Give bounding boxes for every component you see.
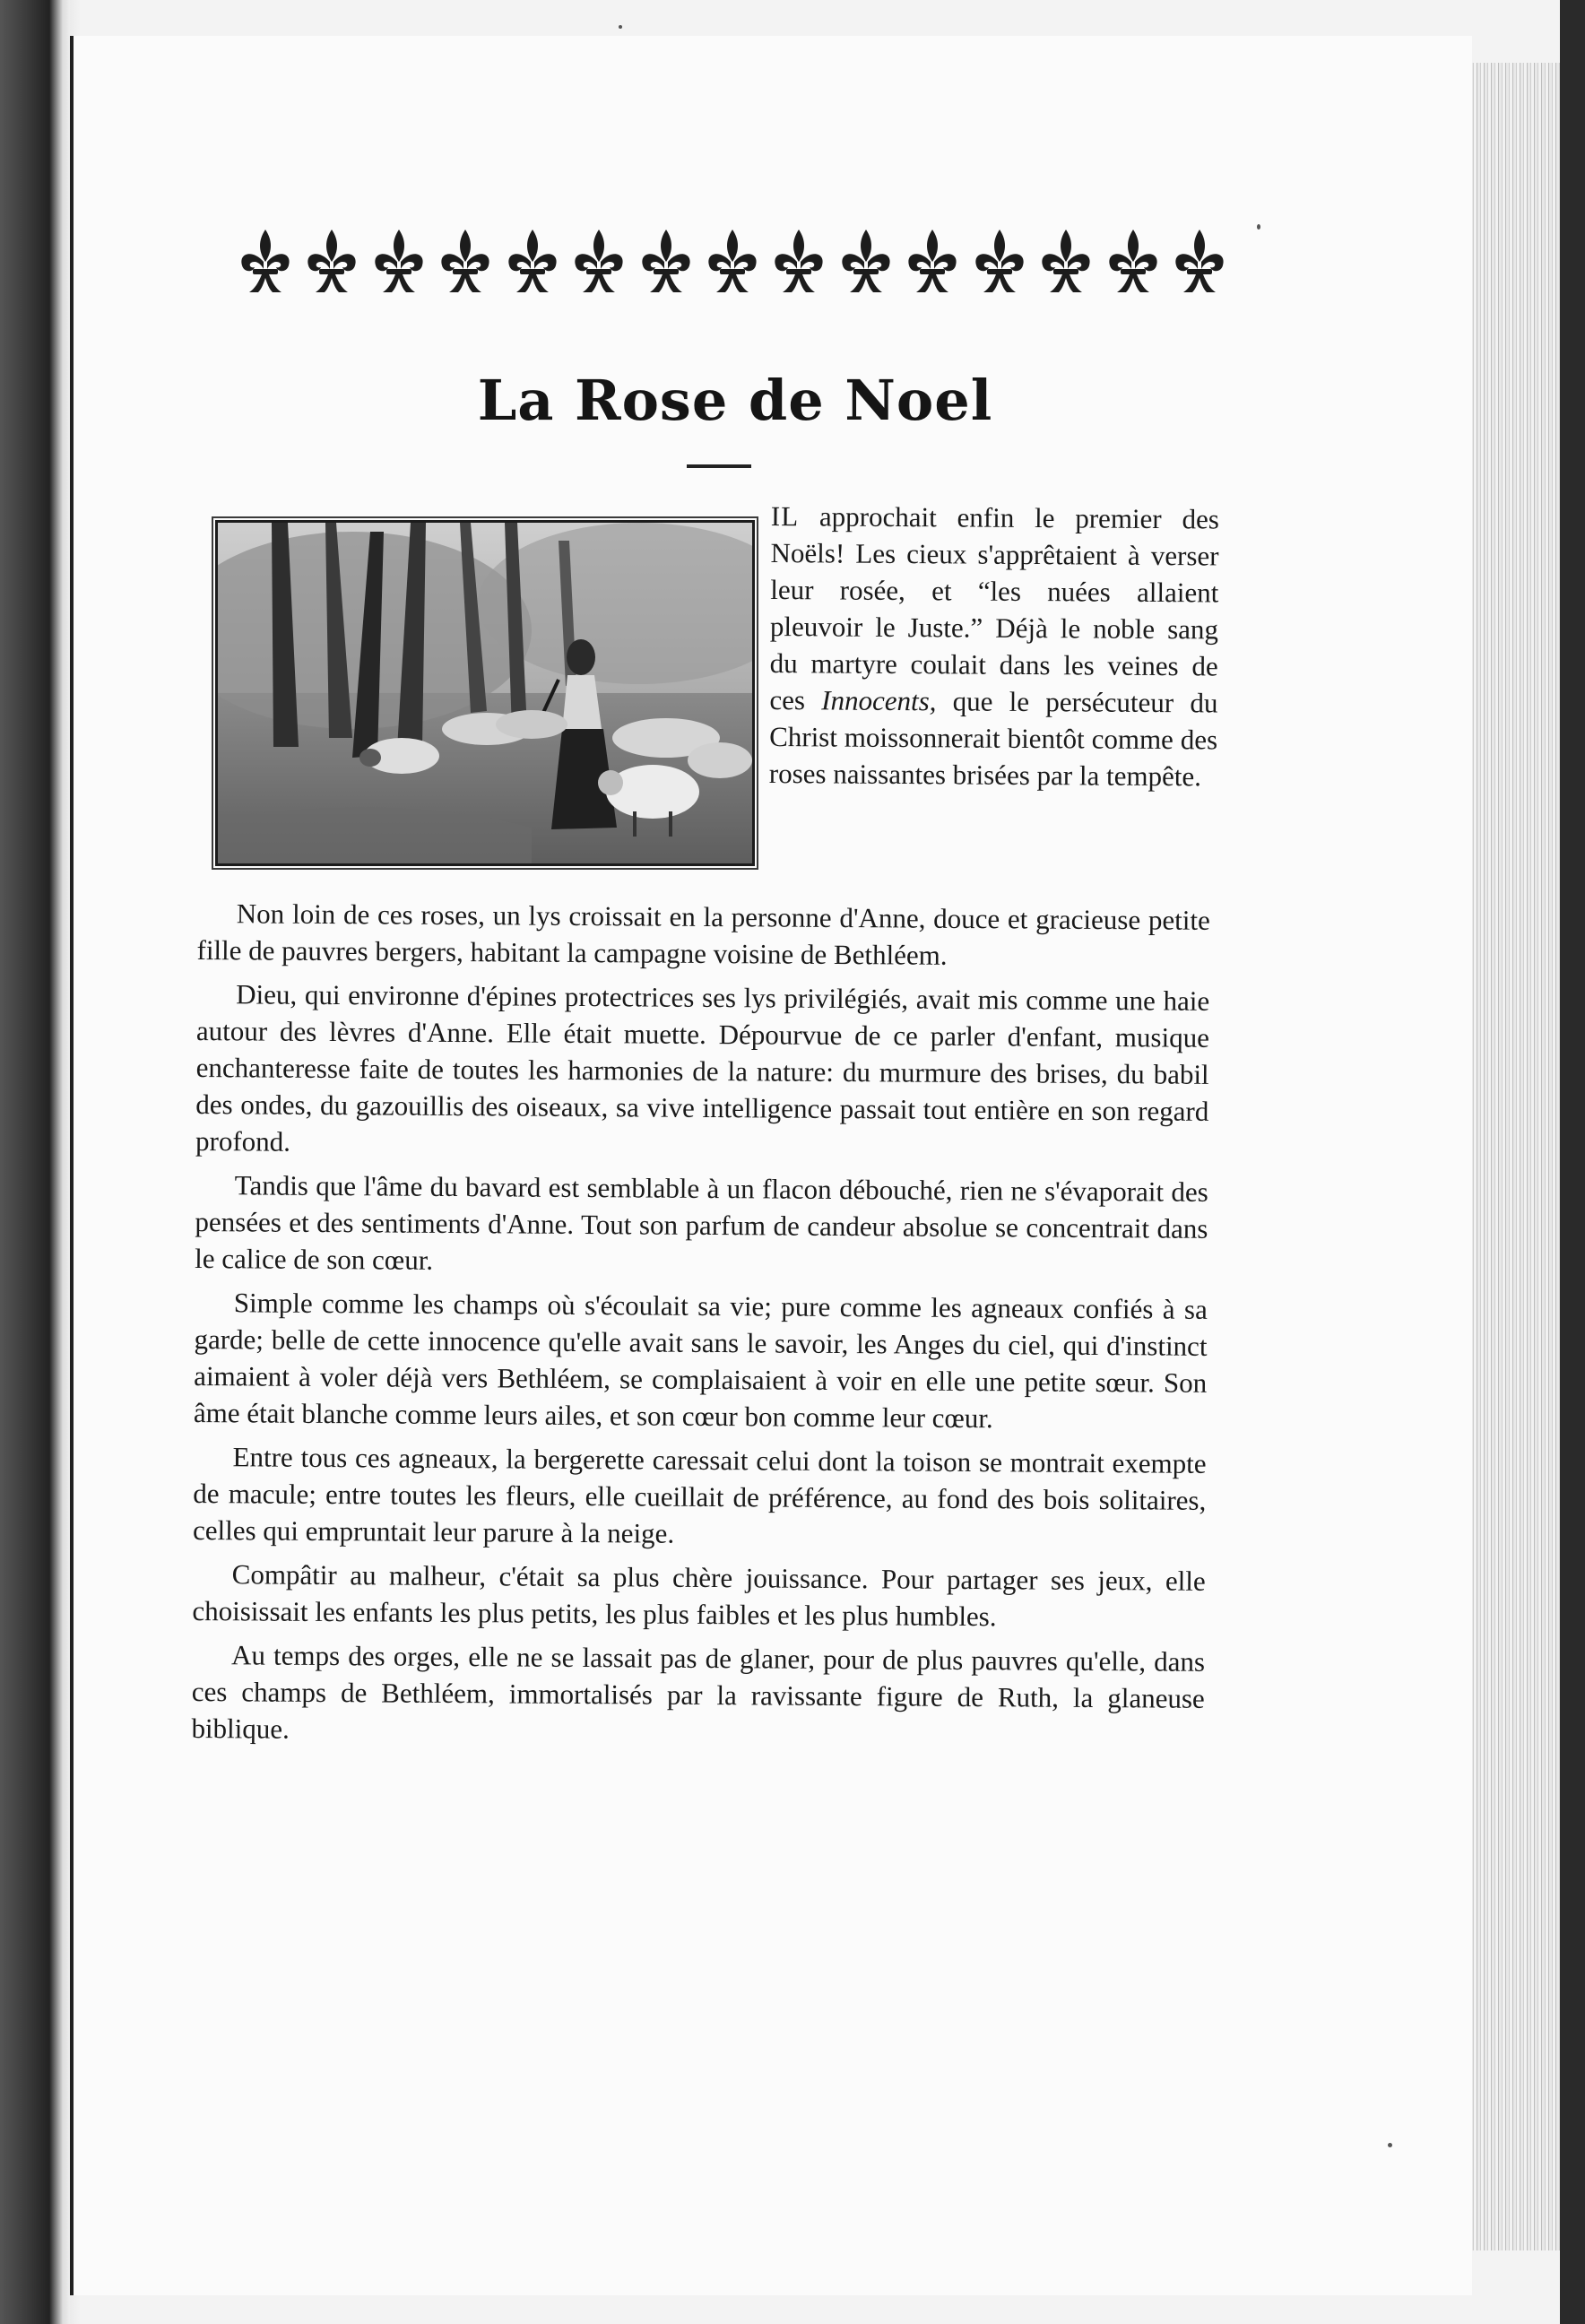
- fleur-de-lis-icon: [969, 226, 1030, 298]
- fleur-de-lis-icon: [235, 226, 296, 298]
- article-title: La Rose de Noel: [477, 368, 993, 433]
- paragraph: Simple comme les champs où s'écoulait sa vie; pure comme les agneaux confiés à sa garde; belle de cette innocence qu'elle avait sans le savoir, les Anges du ciel, qui d'instinct aimaient à voler déjà vers Bethléem, se complaisaient à voir en elle une petite sœur. Son âme était blanche comme leurs ailes, et son cœur bon comme leur cœur.: [193, 1287, 1208, 1435]
- fleur-de-lis-icon: [568, 226, 629, 298]
- title-divider: [687, 464, 751, 468]
- fleur-de-lis-icon: [636, 226, 697, 298]
- fleur-de-lis-icon: [435, 226, 496, 298]
- paragraph: Dieu, qui environne d'épines protectrices ses lys privilégiés, avait mis comme une haie autour des lèvres d'Anne. Elle était muette. Dépourvue de ce parler d'enfant, musique enchanteresse faite de toutes les harmonies de la nature: du murmure des brises, du babil des ondes, du gazouillis des oiseaux, sa vive intelligence passait tout entière en son regard profond.: [195, 978, 1210, 1158]
- shepherdess-with-sheep-picture: [218, 523, 752, 863]
- fleur-de-lis-icon: [1035, 226, 1096, 298]
- intro-text-2: que le persécuteur du Christ moissonnerait bientôt comme des roses naissantes brisées par la tempête.: [768, 685, 1218, 793]
- shepherdess-illustration: [215, 520, 755, 866]
- book-gutter: [0, 0, 70, 2324]
- scan-speck: [1388, 2143, 1392, 2147]
- intro-text-1: approchait enfin le premier des Noëls! Les cieux s'apprêtaient à verser leur rosée, et “les nuées allaient pleuvoir le Juste.” Déjà le noble sang du martyre coulait dans les veines de ces: [769, 500, 1219, 716]
- fleur-de-lis-ornament-row: [235, 226, 1230, 298]
- paragraph: Tandis que l'âme du bavard est semblable à un flacon débouché, rien ne s'évaporait des pensées et des sentiments d'Anne. Tout son parfum de candeur absolue se concentrait dans le calice de son cœur.: [195, 1169, 1208, 1276]
- intro-paragraph: [769, 498, 1219, 794]
- intro-lead-word: IL: [770, 499, 800, 533]
- fleur-de-lis-icon: [702, 226, 763, 298]
- fleur-de-lis-icon: [1103, 226, 1164, 298]
- fleur-de-lis-icon: [301, 226, 362, 298]
- intro-italic-word: Innocents,: [821, 684, 937, 717]
- book-cover-edge: [1560, 0, 1585, 2324]
- paragraph: Compâtir au malheur, c'était sa plus chère jouissance. Pour partager ses jeux, elle choisissait les enfants les plus petits, les plus faibles et les plus humbles.: [192, 1558, 1206, 1633]
- paragraph: Au temps des orges, elle ne se lassait pas de glaner, pour de plus pauvres qu'elle, dans ces champs de Bethléem, immortalisés par la ravissante figure de Ruth, la glaneuse biblique.: [191, 1639, 1206, 1745]
- scan-speck: [619, 25, 622, 29]
- paragraph: Entre tous ces agneaux, la bergerette caressait celui dont la toison se montrait exempte de macule; entre toutes les fleurs, elle cueillait de préférence, au fond des bois solitaires, celles qui empruntait leur parure à la neige.: [192, 1441, 1207, 1549]
- fleur-de-lis-icon: [502, 226, 563, 298]
- fleur-de-lis-icon: [836, 226, 896, 298]
- scan-speck: [1257, 224, 1260, 230]
- fleur-de-lis-icon: [902, 226, 963, 298]
- paragraph: Non loin de ces roses, un lys croissait en la personne d'Anne, douce et gracieuse petite fille de pauvres bergers, habitant la campagne voisine de Bethléem.: [196, 898, 1210, 971]
- article-body: [191, 895, 1210, 1761]
- fleur-de-lis-icon: [1169, 226, 1230, 298]
- fleur-de-lis-icon: [768, 226, 829, 298]
- fleur-de-lis-icon: [368, 226, 429, 298]
